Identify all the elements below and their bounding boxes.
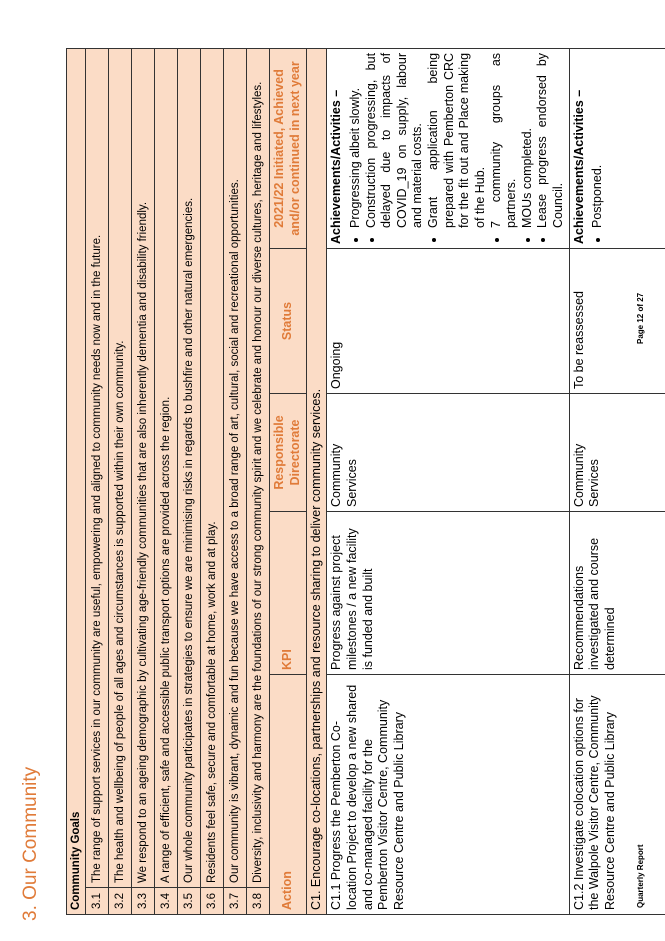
list-item: • MOUs completed. [520, 53, 536, 228]
goal-row [86, 48, 109, 914]
goal-number: 3.4 [155, 888, 178, 915]
list-item: • Construction progressing, but delayed due to impacts of COVID_19 on supply, labour and material costs. [364, 53, 427, 228]
section-row [306, 48, 327, 914]
column-header-directorate: Responsible Directorate [270, 394, 306, 512]
goal-number: 3.5 [178, 888, 201, 915]
table-row [327, 48, 569, 914]
achievements-cell [569, 48, 665, 248]
goal-text: Our whole community participates in strategies to ensure we are minimising risks in regards to bushfire and other natural emergencies. [178, 48, 201, 887]
goal-row [132, 48, 155, 914]
list-item: • Grant application being prepared with Pemberton CRC for the fit out and Place making of the Hub. [426, 53, 489, 228]
status-cell: To be reassessed [569, 249, 665, 394]
community-goals-table [66, 48, 665, 915]
goal-row [155, 48, 178, 914]
achievements-list [348, 53, 567, 244]
goal-number: 3.1 [86, 888, 109, 915]
column-header-row [270, 48, 306, 914]
achievements-list [590, 53, 606, 244]
list-item: • Lease progress endorsed by Council. [535, 53, 566, 228]
action-cell: C1.2 Investigate colocation options for the Walpole Visitor Centre, Community Resource Centre and Public Library [569, 675, 665, 915]
goal-text: The health and wellbeing of people of all ages and circumstances is supported within their own community. [109, 48, 132, 887]
section-heading: C1. Encourage co-locations, partnerships and resource sharing to deliver community services. [306, 48, 327, 914]
achievements-cell [327, 48, 569, 248]
column-header-action: Action [270, 675, 306, 915]
action-cell: C1.1 Progress the Pemberton Co-location Project to develop a new shared and co-managed facility for the Pemberton Visitor Centre, Community Resource Centre and Public Library [327, 675, 569, 915]
goal-text: Diversity, inclusivity and harmony are the foundations of our strong community spirit and we celebrate and honour our diverse cultures, heritage and lifestyles. [247, 48, 270, 887]
table-row [569, 48, 665, 914]
goal-row [178, 48, 201, 914]
goal-row [109, 48, 132, 914]
directorate-cell: Community Services [327, 394, 569, 512]
goal-row [201, 48, 224, 914]
achievements-heading: Achievements/Activities – [571, 89, 586, 244]
status-cell: Ongoing [327, 249, 569, 394]
footer-page-number: Page 12 of 27 [636, 292, 645, 344]
footer-report-name: Quarterly Report [636, 844, 645, 908]
kpi-cell: Recommendations investigated and course determined [569, 512, 665, 675]
goal-number: 3.2 [109, 888, 132, 915]
goal-row [247, 48, 270, 914]
goal-text: The range of support services in our community are useful, empowering and aligned to community needs now and in the future. [86, 48, 109, 887]
page-title: 3. Our Community [20, 766, 41, 921]
goal-row [224, 48, 247, 914]
goals-header: Community Goals [67, 48, 86, 914]
directorate-cell: Community Services [569, 394, 665, 512]
goal-number: 3.3 [132, 888, 155, 915]
goal-number: 3.8 [247, 888, 270, 915]
goal-number: 3.7 [224, 888, 247, 915]
goal-number: 3.6 [201, 888, 224, 915]
goal-text: We respond to an ageing demographic by cultivating age-friendly communities that are also inherently dementia and disability friendly. [132, 48, 155, 887]
goal-text: Our community is vibrant, dynamic and fun because we have access to a broad range of art, cultural, social and recreational opportunities. [224, 48, 247, 887]
achievements-heading: Achievements/Activities – [329, 89, 344, 244]
kpi-cell: Progress against project milestones / a new facility is funded and built [327, 512, 569, 675]
list-item: • Postponed. [590, 53, 606, 228]
goal-text: A range of efficient, safe and accessible public transport options are provided across the region. [155, 48, 178, 887]
column-header-kpi: KPI [270, 512, 306, 675]
column-header-status: Status [270, 249, 306, 394]
list-item: • 7 community groups as partners. [489, 53, 520, 228]
column-header-progress: 2021/22 Initiated, Achieved and/or continued in next year [270, 48, 306, 248]
goal-text: Residents feel safe, secure and comfortable at home, work and at play. [201, 48, 224, 887]
list-item: • Progressing albeit slowly. [348, 53, 364, 228]
